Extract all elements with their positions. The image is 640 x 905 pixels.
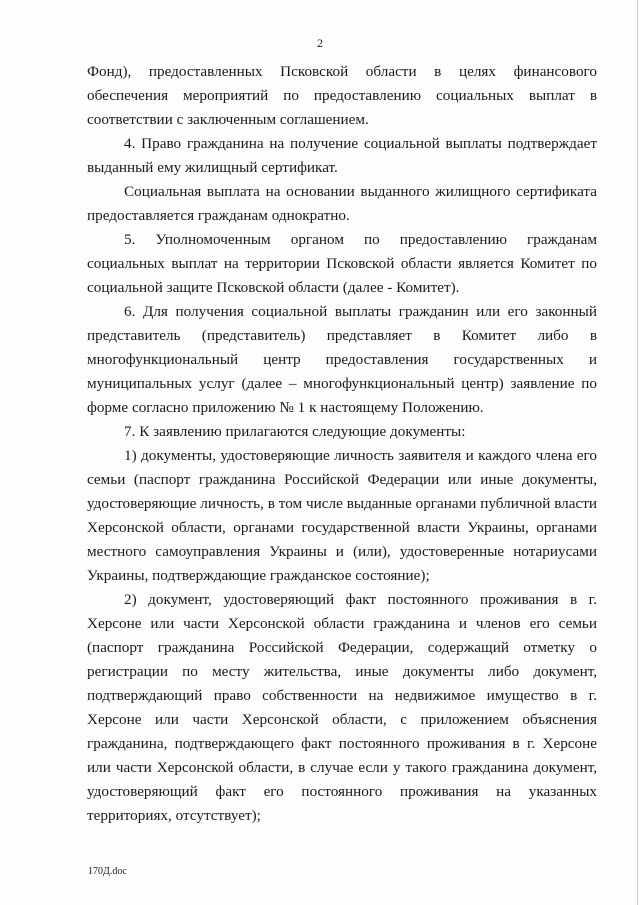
page-number: 2 <box>317 36 323 50</box>
paragraph-fund-continuation: Фонд), предоставленных Псковской области в целях финансового обеспечения мероприятий по предоставлению социальных выплат в соответствии с заключенным соглашением. <box>87 63 597 128</box>
paragraph-subitem-1: 1) документы, удостоверяющие личность заявителя и каждого члена его семьи (паспорт гражданина Российской Федерации или иные документы, удостоверяющие личность, в том числе выданные органами публичной власти Херсонской области, органами государственной власти Украины, органами местного самоуправления Украины и (или), удостоверенные нотариусами Украины, подтверждающие гражданское состояние); <box>87 447 597 584</box>
paragraph-item-6: 6. Для получения социальной выплаты гражданин или его законный представитель (представитель) представляет в Комитет либо в многофункциональный центр предоставления государственных и муниципальных услуг (далее – многофункциональный центр) заявление по форме согласно приложению № 1 к настоящему Положению. <box>87 303 597 416</box>
page-edge <box>637 0 638 905</box>
paragraph-one-time-payment: Социальная выплата на основании выданного жилищного сертификата предоставляется гражданам однократно. <box>87 183 597 224</box>
paragraph-subitem-2: 2) документ, удостоверяющий факт постоянного проживания в г. Херсоне или части Херсонской области гражданина и членов его семьи (паспорт гражданина Российской Федерации, содержащий отметку о регистрации по месту жительства, иные документы либо документ, подтверждающий право собственности на недвижимое имущество в г. Херсоне или части Херсонской области, с приложением объяснения гражданина, подтверждающего факт постоянного проживания в г. Херсоне или части Херсонской области, в случае если у такого гражданина документ, удостоверяющий факт его постоянного проживания на указанных территориях, отсутствует); <box>87 591 597 824</box>
document-body <box>87 60 597 828</box>
paragraph-item-4: 4. Право гражданина на получение социальной выплаты подтверждает выданный ему жилищный сертификат. <box>87 135 597 176</box>
paragraph-item-5: 5. Уполномоченным органом по предоставлению гражданам социальных выплат на территории Псковской области является Комитет по социальной защите Псковской области (далее - Комитет). <box>87 231 597 296</box>
file-name-footer: 170Д.doc <box>88 866 127 877</box>
paragraph-item-7: 7. К заявлению прилагаются следующие документы: <box>124 423 466 440</box>
